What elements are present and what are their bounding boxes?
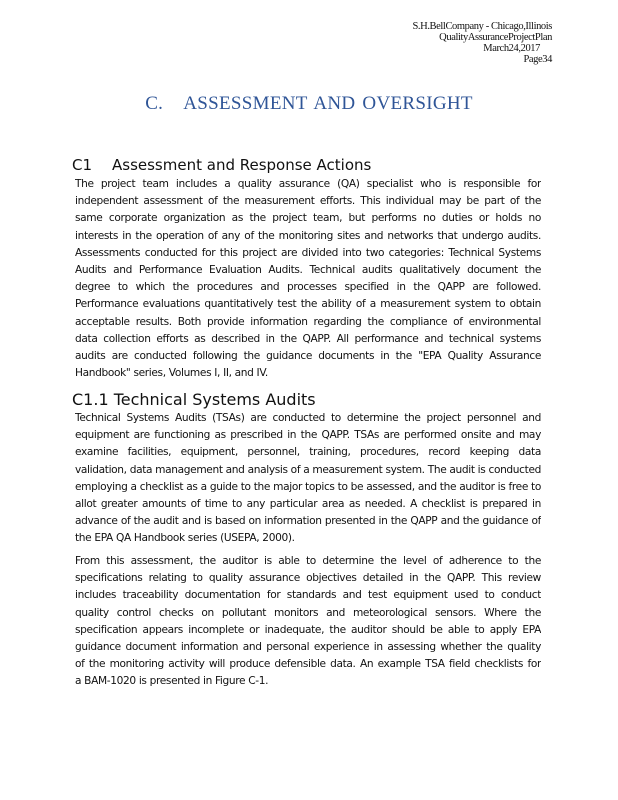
heading-c1-1: C1.1 Technical Systems Audits: [72, 390, 316, 409]
heading-c1-text: Assessment and Response Actions: [112, 156, 372, 174]
text-line: same corporate organization as the project team, but performs no duties or holds no: [75, 212, 541, 225]
section-title-text: ASSESSMENT AND OVERSIGHT: [183, 93, 473, 114]
text-line: a BAM-1020 is presented in Figure C-1.: [75, 675, 269, 688]
header-document: QualityAssuranceProjectPlan: [439, 32, 552, 43]
text-line: validation, data management and analysis of a measurement system. The audit is conducted: [75, 463, 541, 476]
text-line: Assessments conducted for this project are divided into two categories: Technical Systems: [75, 246, 541, 259]
paragraph: [75, 410, 541, 548]
page-header: [412, 21, 552, 65]
text-line: From this assessment, the auditor is able to determine the level of adherence to the: [75, 555, 541, 567]
text-line: The project team includes a quality assurance (QA) specialist who is responsible for: [75, 178, 541, 190]
text-line: data collection efforts as described in the QAPP. All performance and technical systems: [75, 332, 541, 345]
text-line: Technical Systems Audits (TSAs) are conducted to determine the project personnel and: [75, 412, 541, 424]
section-title-number: C.: [145, 93, 164, 114]
text-line: interests in the operation of any of the monitoring sites and networks that undergo audits.: [75, 229, 541, 242]
text-line: allot greater amounts of time to any particular area as needed. A checklist is prepared in: [75, 497, 541, 510]
text-line: acceptable results. Both provide information regarding the compliance of environmental: [75, 315, 541, 328]
text-line: the EPA QA Handbook series (USEPA, 2000).: [75, 532, 295, 545]
header-date: March24,2017: [483, 43, 540, 54]
paragraph: [75, 176, 541, 382]
text-line: of the monitoring activity will produce defensible data. An example TSA field checklists for: [75, 658, 541, 671]
text-line: degree to which the procedures and processes specified in the QAPP are followed.: [75, 281, 541, 294]
text-line: Performance evaluations quantitatively test the ability of a measurement system to obtain: [75, 298, 541, 311]
paragraph: [75, 553, 541, 691]
text-line: equipment are functioning as prescribed in the QAPP. TSAs are performed onsite and may: [75, 429, 541, 442]
text-line: independent assessment of the measurement efforts. This individual may be part of the: [75, 195, 541, 208]
text-line: audits are conducted following the guidance documents in the "EPA Quality Assurance: [75, 349, 541, 362]
text-line: specifications relating to quality assurance objectives detailed in the QAPP. This review: [75, 572, 541, 585]
text-line: employing a checklist as a guide to the major topics to be assessed, and the auditor is free to: [75, 480, 541, 493]
text-line: advance of the audit and is based on information presented in the QAPP and the guidance of: [75, 515, 541, 528]
header-page-number: Page34: [523, 54, 552, 65]
text-line: examine facilities, equipment, personnel, training, procedures, record keeping data: [75, 446, 541, 459]
header-company: S.H.BellCompany - Chicago,Illinois: [412, 21, 552, 32]
text-line: specification appears incomplete or inadequate, the auditor should be able to apply EPA: [75, 623, 541, 636]
text-line: includes traceability documentation for standards and test equipment used to conduct: [75, 589, 541, 602]
heading-c1: [72, 156, 371, 174]
section-title: [0, 93, 618, 115]
text-line: Handbook" series, Volumes I, II, and IV.: [75, 367, 268, 380]
heading-c1-number: C1: [72, 156, 93, 174]
text-line: quality control checks on pollutant monitors and meteorological sensors. Where the: [75, 606, 541, 619]
text-line: guidance document information and personal experience in assessing whether the quality: [75, 640, 541, 653]
text-line: Audits and Performance Evaluation Audits. Technical audits qualitatively document the: [75, 263, 541, 276]
